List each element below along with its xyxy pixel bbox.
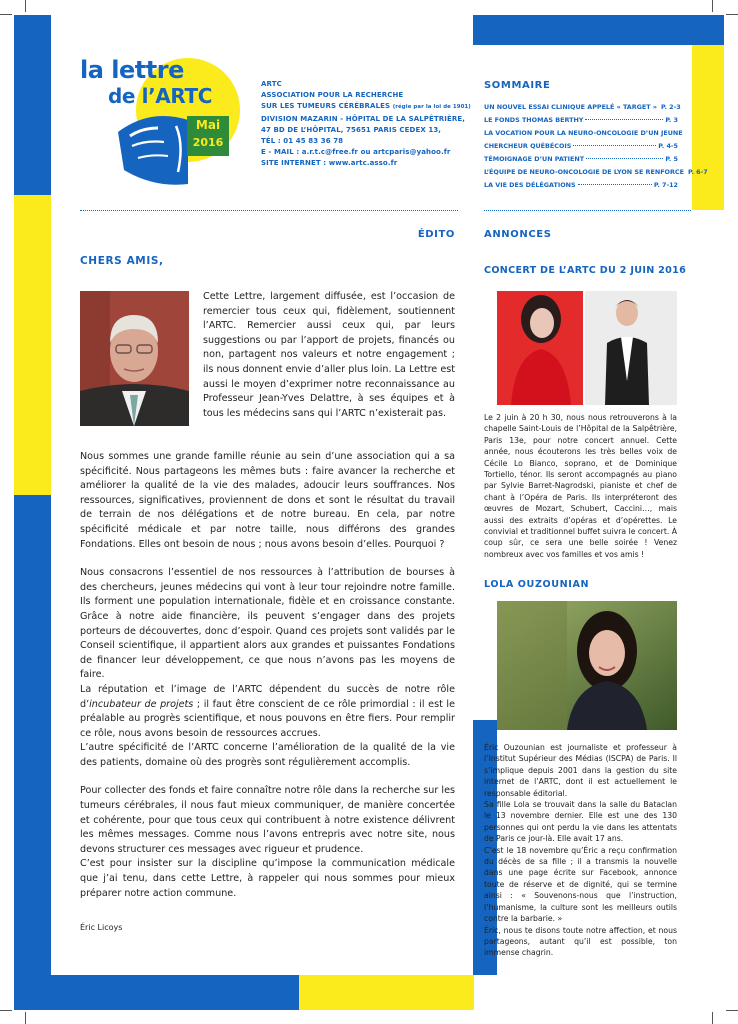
edito-greeting: CHERS AMIS, [80,255,164,267]
sommaire-item-label: TÉMOIGNAGE D’UN PATIENT [484,155,585,163]
lola-paragraph: Éric, nous te disons toute notre affection, et nous partageons, autant qu’il est possible, ton immense chagrin. [484,925,677,958]
top-right-blue-bar [473,15,724,45]
logo-line2: de l’ARTC [108,84,212,108]
concert-illustration [497,291,677,405]
logo [80,48,240,198]
sommaire-item-label: LA VOCATION POUR LA NEURO-ONCOLOGIE D’UN JEUNE [484,129,683,137]
sommaire-item[interactable] [484,116,678,129]
header-info [261,79,471,170]
sommaire-item-label: UN NOUVEL ESSAI CLINIQUE APPELÉ « TARGET » [484,103,657,111]
edito-paragraph [80,683,455,741]
edito-p3-italic: incubateur de projets [89,698,194,710]
header-separator [80,210,458,211]
left-blue-bar [14,15,51,195]
sommaire-item-page: P. 5 [665,155,678,163]
edito-label: ÉDITO [417,229,455,240]
org-acronym: ARTC [261,80,282,88]
crop-mark [25,1012,26,1024]
concert-photo [497,291,677,405]
edito-p3-end: ; il faut être conscient de ce rôle primordial : il est le préalable au progrès scientifique, et nous pouvons en être fiers. Pour remplir ce rôle, nous avons besoin de ressources accrues. [80,698,455,739]
edito-paragraph: Pour collecter des fonds et faire connaître notre rôle dans la recherche sur les tumeurs cérébrales, il nous faut mieux communiquer, de manière concertée et cohérente, pour que tous ceux qui contribuent à notre existence délivrent les mêmes messages. Comme nous l’avons entrepris avec notre site, nous devons structurer ces messages avec rigueur et prudence. [80,785,455,855]
crop-mark [712,1012,713,1024]
concert-text: Le 2 juin à 20 h 30, nous nous retrouverons à la chapelle Saint-Louis de l’Hôpital de la Salpêtrière, Paris 13e, pour notre concert annuel. Cette année, nous écouterons les très belles voix de Cécile Lo Bianco, soprano, et de Dominique Tortiello, ténor. Ils seront accompagnés au piano par Sylvie Barret-Nagrodski, pianiste et chef de chant à l’Opéra de Paris. Ils interpréteront des œuvres de Mozart, Schubert, Caccini…, mais aussi des extraits d’opéras et d’opérettes. Le convivial et traditionnel buffet suivra le concert. À coup sûr, ce sera une belle soirée ! Venez nombreux avec vos familles et vos amis ! [484,413,677,559]
sommaire-item-page: P. 6-7 [687,168,708,176]
sommaire-item[interactable] [484,103,681,116]
lola-photo [497,601,677,730]
org-name-2: SUR LES TUMEURS CÉRÉBRALES [261,102,391,111]
sommaire-title: SOMMAIRE [484,80,551,91]
left-blue-bar-lower [14,495,51,975]
logo-line1: la lettre [80,56,184,84]
email[interactable]: E - MAIL : a.r.t.c@free.fr ou artcparis@yahoo.fr [261,148,451,157]
phone: TÉL : 01 45 83 36 78 [261,137,344,146]
sommaire-list [484,103,708,194]
address: 47 BD DE L’HÔPITAL, 75651 PARIS CEDEX 13, [261,125,442,134]
sommaire-item-label: CHERCHEUR QUÉBÉCOIS [484,142,572,150]
lola-title: LOLA OUZOUNIAN [484,579,590,590]
sommaire-item[interactable] [484,155,678,168]
header-separator-right [484,210,691,211]
sommaire-item-page: P. 3 [665,116,678,124]
crop-mark [0,14,12,15]
lola-paragraph: Éric Ouzounian est journaliste et professeur à l’Institut Supérieur des Médias (ISCPA) de Paris. Il s’implique depuis 2001 dans la gestion du site internet de l’ARTC, dont il est actuellement le responsable éditorial. [484,743,677,798]
sommaire-item-label: LA VIE DES DÉLÉGATIONS [484,181,576,189]
crop-mark [726,14,738,15]
bottom-yellow-bar [299,975,474,1010]
crop-mark [0,1010,12,1011]
logo-year: 2016 [192,136,224,149]
lola-paragraph: C’est le 18 novembre qu’Éric a reçu confirmation du décès de sa fille ; il a transmis la nouvelle dans une page écrite sur Facebook, annonce toute de réserve et de dignité, qui se termine ainsi : « Souvenons-nous que l’instruction, l’humanisme, la culture sont les meilleurs outils contre la barbarie. » [484,845,677,924]
concert-title: CONCERT DE L’ARTC DU 2 JUIN 2016 [484,265,687,276]
website[interactable]: SITE INTERNET : www.artc.asso.fr [261,159,398,168]
sommaire-item[interactable] [484,142,678,155]
edito-body [80,450,455,901]
crop-mark [712,0,713,12]
edito-paragraph: Nous sommes une grande famille réunie au sein d’une association qui a sa spécificité. Nous partageons les mêmes buts : faire avancer la recherche et améliorer la qualité de la vie des malades, adoucir leurs souffrances. Nos ressources, significatives, proviennent de dons et sont le résultat du travail de terrain de nos délégations et de notre bureau. En cela, par notre spécificité médicale et par notre taille, nous différons des grandes Fondations. Elles ont besoin de nous ; nous avons besoin d’elles. Pourquoi ? [80,451,455,550]
edito-signature: Éric Licoys [80,923,123,932]
edito-paragraph: Nous consacrons l’essentiel de nos ressources à l’attribution de bourses à des chercheurs, jeunes médecins qui vont à leur tour rejoindre notre famille. Ils forment une population internationale, fidèle et en croissance constante. Grâce à notre aide financière, ils peuvent s’engager dans des projets porteurs de découvertes, donc d’espoir. Quand ces projets sont validés par le Conseil scientifique, il appartient alors aux grandes et puissantes Fondations de financer leur développement, ce que nous n’avons pas les moyens de faire. [80,567,455,681]
portrait-illustration [80,291,189,426]
edito-p3-start: La réputation et l’image de l’ARTC dépendent du succès de notre rôle d’ [80,683,455,710]
sommaire-item-page: P. 7-12 [653,181,678,189]
sommaire-dot-leader [573,145,656,146]
sommaire-dot-leader [585,119,663,120]
sommaire [484,80,708,194]
portrait-photo [80,291,189,426]
sommaire-item-label: LE FONDS THOMAS BERTHY [484,116,584,124]
division: DIVISION MAZARIN - HÔPITAL DE LA SALPÊTRIÈRE, [261,114,465,123]
annonces-label: ANNONCES [484,229,552,240]
lola-paragraph: Sa fille Lola se trouvait dans la salle du Bataclan le 13 novembre dernier. Elle est une des 130 personnes qui ont perdu la vie dans les attentats de Paris ce jour-là. Elle avait 17 ans. [484,800,677,844]
left-yellow-bar [14,195,51,495]
edito-intro: Cette Lettre, largement diffusée, est l’occasion de remercier tous ceux qui, fidèlement, soutiennent l’ARTC. Remercier aussi ceux qui, par leurs suggestions ou par l’apport de projets, financés ou non, partagent nos valeurs et notre engagement ; ils nous donnent envie d’aller plus loin. La Lettre est aussi le moyen d’exprimer notre reconnaissance au Professeur Jean-Yves Delattre, à ses équipes et à tous les médecins sans qui l’ARTC n’existerait pas. [203,291,455,419]
sommaire-item-page: P. 2-3 [661,103,681,111]
sommaire-dot-leader [578,184,652,185]
right-yellow-bar [692,45,724,210]
sommaire-dot-leader [586,158,663,159]
crop-mark [25,0,26,12]
sommaire-item[interactable] [484,181,678,194]
edito-paragraph: L’autre spécificité de l’ARTC concerne l’amélioration de la qualité de la vie des patients, domaine où des progrès sont régulièrement accomplis. [80,742,455,768]
bottom-blue-bar [14,975,299,1010]
lola-text [484,742,677,959]
sommaire-item[interactable] [484,168,708,181]
crop-mark [726,1010,738,1011]
logo-month: Mai [195,118,221,132]
sommaire-item[interactable] [484,129,683,142]
org-name-line1: ASSOCIATION POUR LA RECHERCHE [261,91,404,100]
sommaire-item-page: P. 4-5 [658,142,678,150]
lola-illustration [497,601,677,730]
org-name-line2 [261,101,471,113]
edito-paragraph: C’est pour insister sur la discipline qu’impose la communication médicale que j’ai tenu, dans cette Lettre, à rappeler qui nous sommes pour mieux préparer notre action commune. [80,858,455,899]
sommaire-item-label: L’ÉQUIPE DE NEURO-ONCOLOGIE DE LYON SE RENFORCE [484,168,684,176]
org-legal: (régie par la loi de 1901) [392,104,471,111]
